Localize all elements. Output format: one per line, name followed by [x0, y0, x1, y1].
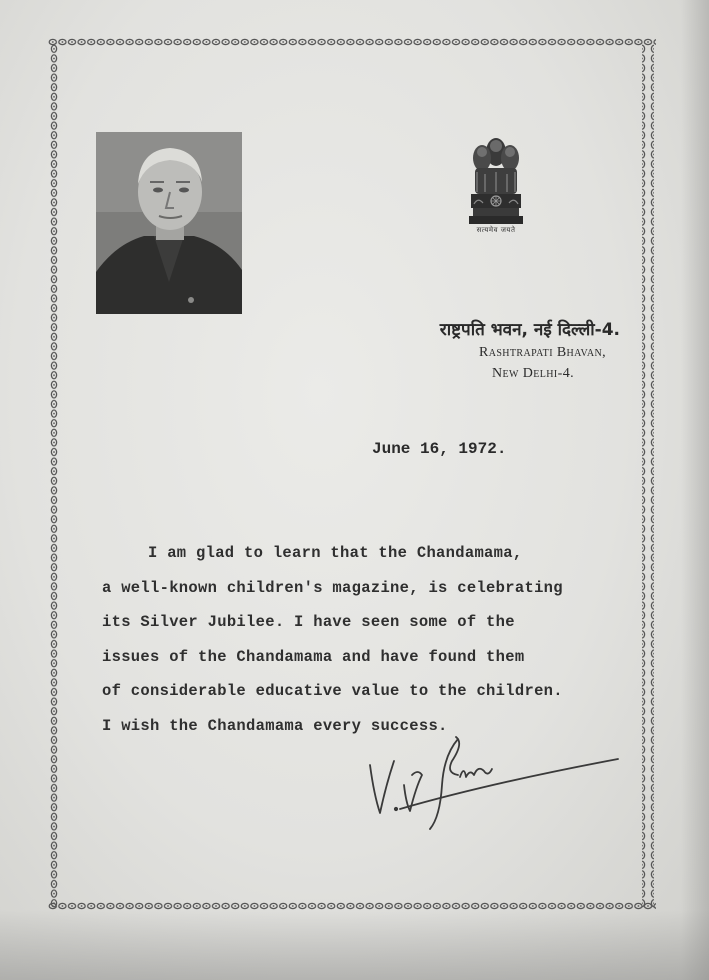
letter-body [102, 536, 622, 743]
border-top [48, 38, 656, 50]
portrait-photo [96, 132, 242, 314]
body-line-3: its Silver Jubilee. I have seen some of the [102, 613, 515, 631]
body-line-2: a well-known children's magazine, is celebrating [102, 578, 563, 597]
body-line-6: I wish the Chandamama every success. [102, 716, 448, 735]
body-line-4: issues of the Chandamama and have found them [102, 647, 525, 666]
body-line-5: of considerable educative value to the children. [102, 682, 563, 700]
address-line-1: Rashtrapati Bhavan, [478, 345, 606, 360]
emblem-motto: सत्यमेव जयते [476, 226, 516, 234]
border-bottom [48, 902, 656, 914]
address-line-2: New Delhi-4. [492, 366, 574, 381]
address-hindi: राष्ट्रपति भवन, नई दिल्ली-4. [439, 320, 620, 340]
body-line-1: I am glad to learn that the Chandamama, [148, 544, 523, 562]
border-right [642, 44, 654, 908]
letterhead-address [324, 318, 624, 384]
border-left [46, 44, 58, 908]
handwritten-signature [360, 725, 620, 835]
letter-date: June 16, 1972. [372, 440, 507, 458]
national-emblem-icon [465, 132, 527, 232]
